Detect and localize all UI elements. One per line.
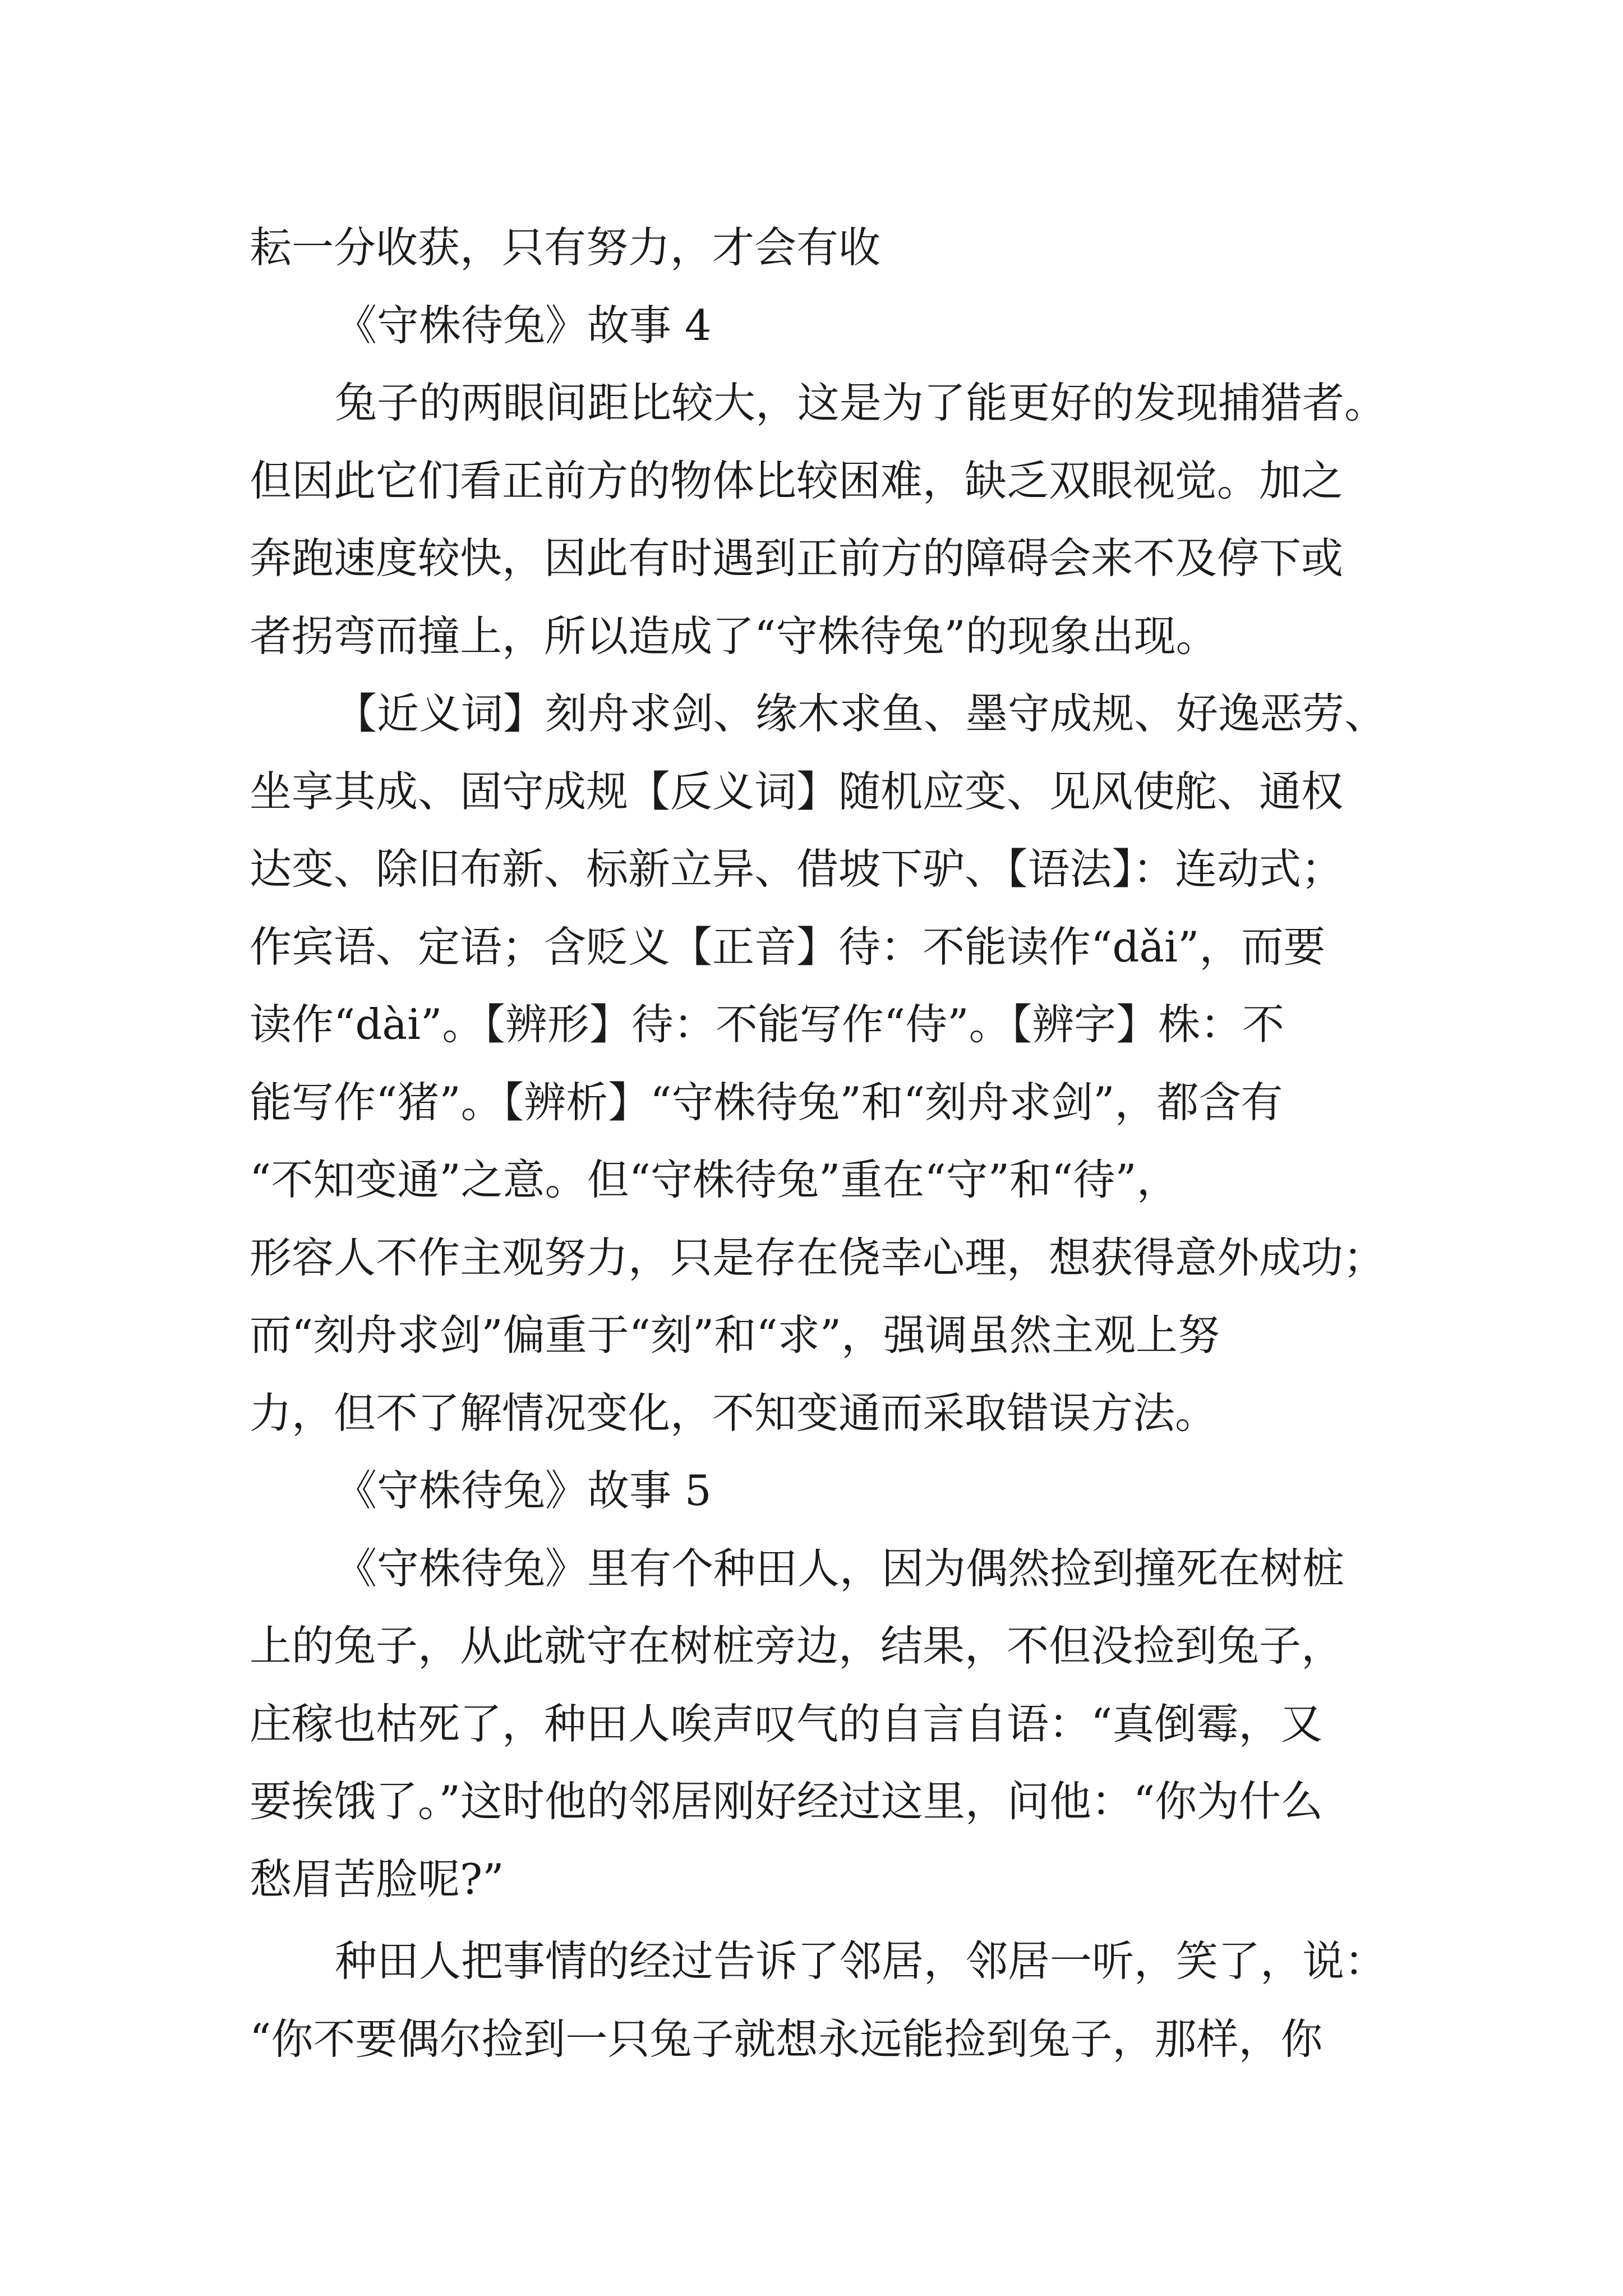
text-line: 耘一分收获，只有努力，才会有收	[250, 223, 881, 272]
text-line: 愁眉苦脸呢?”	[250, 1854, 504, 1904]
text-line: 要挨饿了。”这时他的邻居刚好经过这里，问他：“你为什么	[250, 1777, 1324, 1826]
text-line: 作宾语、定语；含贬义【正音】待：不能读作“dǎi”，而要	[250, 922, 1326, 972]
text-line: “你不要偶尔捡到一只兔子就想永远能捡到兔子，那样，你	[250, 2014, 1323, 2064]
text-line: 坐享其成、固守成规【反义词】随机应变、见风使舵、通权	[250, 766, 1344, 816]
text-line: 兔子的两眼间距比较大，这是为了能更好的发现捕猎者。	[335, 378, 1387, 427]
text-line: 但因此它们看正前方的物体比较困难，缺乏双眼视觉。加之	[250, 455, 1344, 505]
text-line: “不知变通”之意。但“守株待兔”重在“守”和“待”，	[250, 1155, 1179, 1204]
text-line: 【近义词】刻舟求剑、缘木求鱼、墨守成规、好逸恶劳、	[335, 689, 1387, 738]
section-heading-story-5: 《守株待兔》故事 5	[335, 1466, 712, 1515]
text-line: 力，但不了解情况变化，不知变通而采取错误方法。	[250, 1388, 1218, 1438]
document-body	[250, 209, 1424, 2078]
text-line: 上的兔子，从此就守在树桩旁边，结果，不但没捡到兔子，	[250, 1621, 1344, 1671]
text-line: 能写作“猪”。【辨析】“守株待兔”和“刻舟求剑”，都含有	[250, 1077, 1283, 1127]
text-line: 奔跑速度较快，因此有时遇到正前方的障碍会来不及停下或	[250, 533, 1344, 583]
section-heading-story-4: 《守株待兔》故事 4	[335, 300, 712, 350]
text-line: 种田人把事情的经过告诉了邻居，邻居一听，笑了，说：	[335, 1936, 1387, 1986]
text-line: 读作“dài”。【辨形】待：不能写作“侍”。【辨字】株：不	[250, 1000, 1285, 1049]
text-line: 而“刻舟求剑”偏重于“刻”和“求”，强调虽然主观上努	[250, 1310, 1220, 1360]
text-line: 庄稼也枯死了，种田人唉声叹气的自言自语：“真倒霉，又	[250, 1699, 1323, 1749]
text-line: 达变、除旧布新、标新立异、借坡下驴、【语法】：连动式；	[250, 844, 1344, 894]
text-line: 者拐弯而撞上，所以造成了“守株待兔”的现象出现。	[250, 611, 1218, 661]
text-line: 《守株待兔》里有个种田人，因为偶然捡到撞死在树桩	[335, 1543, 1345, 1593]
text-line: 形容人不作主观努力，只是存在侥幸心理，想获得意外成功；	[250, 1232, 1386, 1282]
